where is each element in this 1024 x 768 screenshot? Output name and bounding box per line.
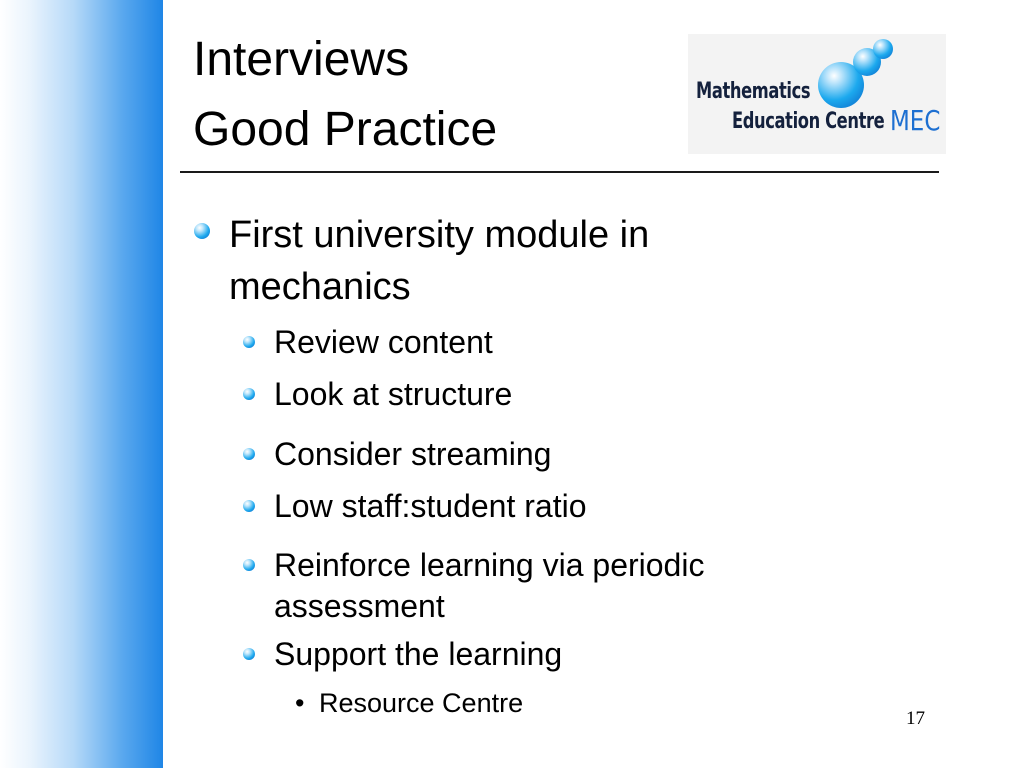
logo-text-education-centre: Education Centre <box>732 109 885 134</box>
sub-bullet-icon <box>243 388 255 400</box>
sub-bullet-icon <box>243 559 255 571</box>
title-divider <box>180 171 939 173</box>
sub-bullet-review-content: Review content <box>274 324 493 360</box>
logo-ball-small <box>873 39 893 59</box>
logo-text-mathematics: Mathematics <box>696 79 811 104</box>
sub-bullet-look-at-structure: Look at structure <box>274 376 513 412</box>
sub-sub-bullet-marker: • <box>295 688 305 718</box>
sub-bullet-icon <box>243 648 255 660</box>
sub-bullet-reinforce-learning: Reinforce learning via periodic <box>274 547 705 583</box>
slide-title-line-1: Interviews <box>193 33 410 86</box>
decorative-gradient-sidebar <box>0 0 163 768</box>
bullet-icon <box>194 223 210 239</box>
sub-bullet-consider-streaming: Consider streaming <box>274 436 552 472</box>
slide-title-line-2: Good Practice <box>193 103 498 156</box>
sub-bullet-low-staff-ratio: Low staff:student ratio <box>274 488 587 524</box>
sub-bullet-reinforce-learning-cont: assessment <box>274 588 445 624</box>
logo-text-mec: MEC <box>890 104 941 137</box>
sub-bullet-support-learning: Support the learning <box>274 636 563 672</box>
sub-bullet-icon <box>243 448 255 460</box>
sub-bullet-icon <box>243 336 255 348</box>
sub-sub-bullet-resource-centre: Resource Centre <box>319 688 524 718</box>
bullet-main-line-2: mechanics <box>229 266 411 308</box>
mec-logo <box>688 34 946 154</box>
bullet-main-line-1: First university module in <box>229 214 650 256</box>
page-number: 17 <box>906 708 925 729</box>
sub-bullet-icon <box>243 500 255 512</box>
